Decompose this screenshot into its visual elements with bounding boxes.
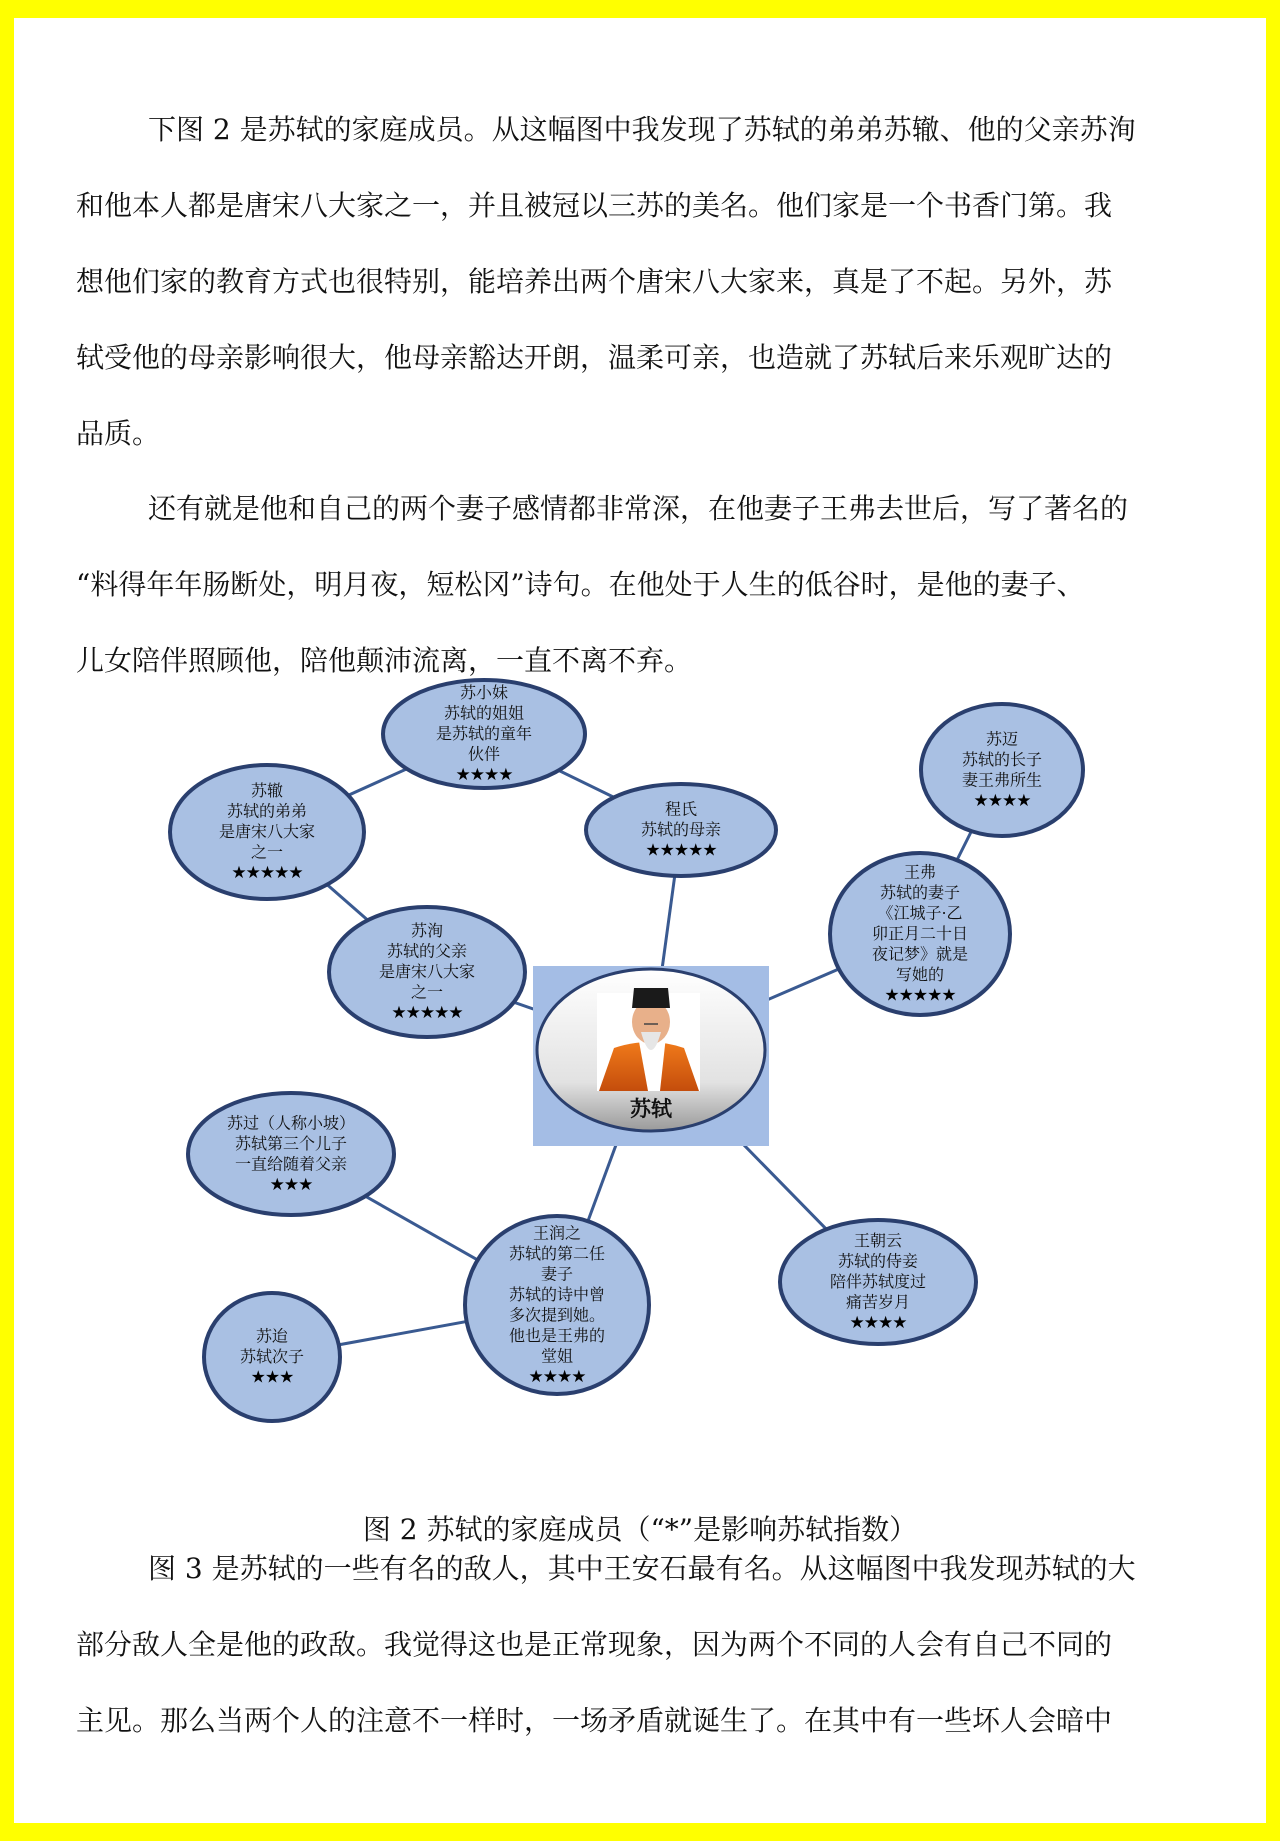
influence-stars: ★★★★★ (645, 840, 717, 861)
node-label: 苏轼次子 (239, 1347, 305, 1366)
paragraph-line: 想他们家的教育方式也很特别，能培养出两个唐宋八大家来，真是了不起。另外，苏 (76, 265, 1113, 298)
node-label: 苏轼的父亲 (386, 941, 468, 961)
node-label: 堂姐 (540, 1346, 574, 1366)
node-label: 苏辙 (250, 781, 284, 800)
paragraph-line: 下图 2 是苏轼的家庭成员。从这幅图中我发现了苏轼的弟弟苏辙、他的父亲苏洵 (148, 113, 1136, 146)
node-label: 苏轼的侍妾 (837, 1251, 919, 1271)
paragraph-enemies (76, 1531, 1226, 1759)
node-label: 夜记梦》就是 (871, 944, 969, 964)
node-label: 是唐宋八大家 (378, 962, 476, 981)
node-label: 妻王弗所生 (961, 770, 1043, 790)
node-label: 王润之 (532, 1223, 582, 1243)
node-label: 苏过（人称小坡） (226, 1113, 356, 1133)
node-label: 苏轼第三个儿子 (234, 1133, 348, 1153)
influence-stars: ★★★★ (849, 1313, 907, 1333)
family-node-suzhe (170, 765, 364, 899)
node-label: 妻子 (540, 1264, 574, 1284)
family-node-sumai (921, 704, 1083, 836)
node-label: 苏轼的母亲 (640, 820, 722, 839)
paragraph-line: 品质。 (76, 417, 161, 450)
node-label: 之一 (250, 842, 284, 862)
center-name-label: 苏轼 (630, 1097, 672, 1121)
node-label: 多次提到她。 (508, 1305, 606, 1325)
node-label: 《江城子·乙 (877, 903, 963, 923)
paragraph-line: “料得年年肠断处，明月夜，短松冈”诗句。在他处于人生的低谷时，是他的妻子、 (76, 568, 1085, 601)
node-label: 之一 (410, 982, 444, 1002)
node-label: 伙伴 (467, 744, 501, 764)
influence-stars: ★★★★★ (884, 985, 956, 1006)
node-label: 痛苦岁月 (845, 1292, 911, 1312)
family-node-wangrunzhi (465, 1216, 649, 1394)
paragraph-line: 轼受他的母亲影响很大，他母亲豁达开朗，温柔可亲，也造就了苏轼后来乐观旷达的 (76, 341, 1113, 374)
portrait-icon (597, 988, 700, 1091)
node-label: 苏轼的姐姐 (443, 703, 525, 723)
center-node (533, 966, 769, 1146)
node-label: 一直给随着父亲 (234, 1154, 348, 1174)
node-label: 苏轼的诗中曾 (508, 1284, 606, 1304)
influence-stars: ★★★★ (973, 790, 1031, 811)
influence-stars: ★★★★ (455, 765, 513, 785)
node-label: 苏洵 (410, 921, 444, 940)
node-label: 程氏 (664, 799, 698, 819)
document-page (14, 18, 1266, 1823)
node-label: 苏轼的妻子 (879, 883, 961, 902)
influence-stars: ★★★ (269, 1174, 313, 1195)
family-node-susu (383, 680, 585, 788)
family-node-suguo (188, 1093, 394, 1215)
node-label: 苏轼的第二任 (508, 1243, 606, 1263)
node-label: 王弗 (903, 862, 937, 882)
influence-stars: ★★★★★ (231, 863, 303, 883)
node-label: 苏轼的长子 (961, 749, 1043, 769)
node-label: 王朝云 (853, 1231, 903, 1250)
figure-caption: 图 2 苏轼的家庭成员（“*”是影响苏轼指数） (362, 1513, 918, 1546)
node-label: 苏迨 (255, 1326, 289, 1346)
paragraph-line: 图 3 是苏轼的一些有名的敌人，其中王安石最有名。从这幅图中我发现苏轼的大 (148, 1552, 1136, 1585)
influence-stars: ★★★★★ (391, 1003, 463, 1023)
node-label: 是唐宋八大家 (218, 822, 316, 841)
node-label: 写她的 (895, 965, 945, 984)
paragraph-line: 和他本人都是唐宋八大家之一，并且被冠以三苏的美名。他们家是一个书香门第。我 (76, 189, 1113, 222)
node-label: 苏小妹 (459, 683, 509, 702)
node-label: 是苏轼的童年 (435, 724, 533, 743)
influence-stars: ★★★★ (528, 1366, 586, 1387)
family-node-sudai (204, 1293, 340, 1421)
node-label: 他也是王弗的 (508, 1325, 606, 1345)
node-label: 苏迈 (985, 729, 1019, 749)
paragraph-line: 部分敌人全是他的政敌。我觉得这也是正常现象，因为两个不同的人会有自己不同的 (76, 1628, 1113, 1661)
node-label: 陪伴苏轼度过 (829, 1272, 927, 1291)
node-label: 卯正月二十日 (871, 924, 969, 943)
paragraph-line: 主见。那么当两个人的注意不一样时，一场矛盾就诞生了。在其中有一些坏人会暗中 (76, 1704, 1113, 1737)
paragraph-line: 儿女陪伴照顾他，陪他颠沛流离，一直不离不弃。 (76, 644, 693, 677)
family-node-chengshi (586, 784, 776, 876)
influence-stars: ★★★ (250, 1367, 294, 1388)
node-label: 苏轼的弟弟 (226, 801, 308, 821)
family-node-wangchaoyun (780, 1220, 976, 1344)
family-node-wangfu (830, 853, 1010, 1015)
paragraph-line: 还有就是他和自己的两个妻子感情都非常深，在他妻子王弗去世后，写了著名的 (148, 492, 1129, 525)
family-node-suxun (329, 907, 525, 1037)
